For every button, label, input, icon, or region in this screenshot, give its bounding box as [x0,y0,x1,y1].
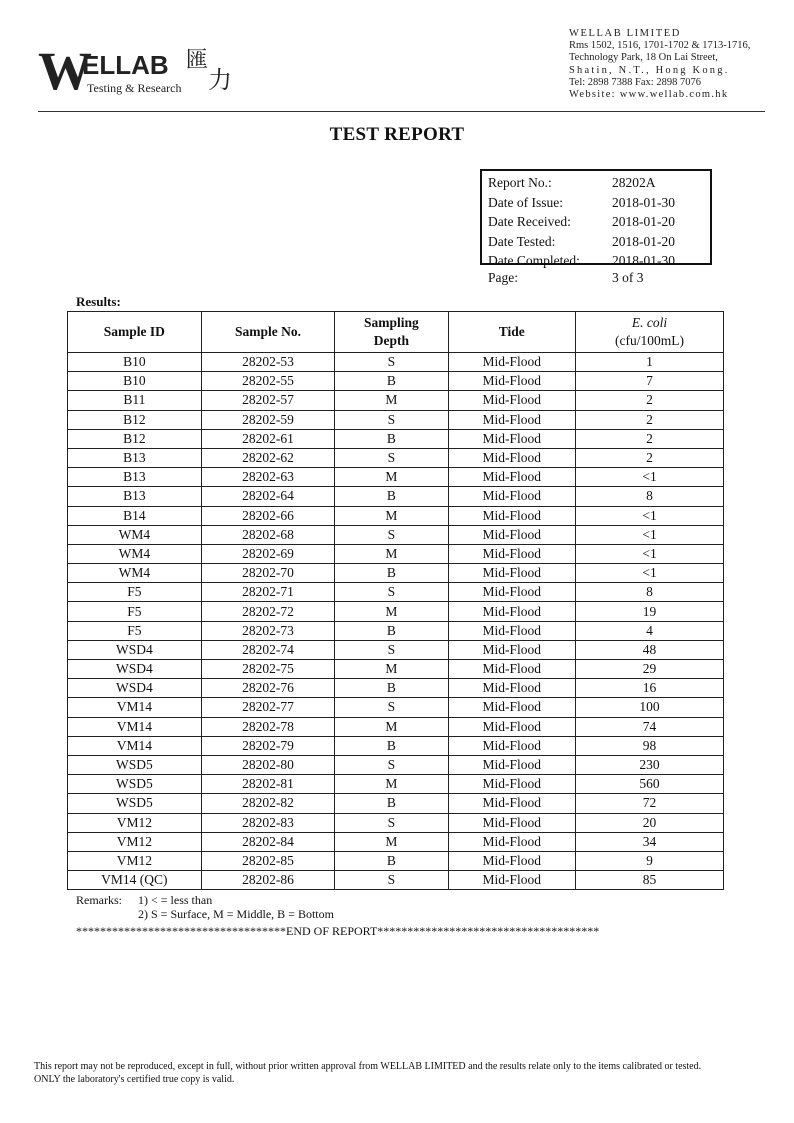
company-address-block [569,28,769,101]
cell-depth: S [335,583,448,602]
cell-sample-no: 28202-62 [201,448,335,467]
col-depth-line-1: Sampling [364,315,419,330]
cell-depth: B [335,736,448,755]
cell-depth: S [335,353,448,372]
cell-sample-id: B13 [68,487,202,506]
cell-depth: B [335,851,448,870]
table-row [68,775,724,794]
cell-tide: Mid-Flood [448,487,576,506]
cell-ecoli: <1 [576,525,724,544]
cell-ecoli: 29 [576,660,724,679]
cell-sample-no: 28202-70 [201,564,335,583]
cell-ecoli: 34 [576,832,724,851]
cell-ecoli: 230 [576,755,724,774]
cell-depth: B [335,794,448,813]
table-row [68,487,724,506]
cell-tide: Mid-Flood [448,544,576,563]
cell-sample-no: 28202-76 [201,679,335,698]
cell-depth: S [335,755,448,774]
info-label: Date Tested: [488,233,556,249]
cell-depth: M [335,717,448,736]
cell-ecoli: <1 [576,564,724,583]
results-body [68,353,724,890]
info-value: 2018-01-20 [612,233,675,249]
remarks [76,893,334,921]
cell-tide: Mid-Flood [448,602,576,621]
cell-ecoli: 85 [576,871,724,890]
info-label: Date of Issue: [488,194,563,210]
cell-sample-no: 28202-75 [201,660,335,679]
cell-ecoli: <1 [576,506,724,525]
info-label: Date Received: [488,214,571,229]
table-row [68,391,724,410]
col-sampling-depth [335,312,448,353]
cell-ecoli: 2 [576,429,724,448]
cell-ecoli: 8 [576,487,724,506]
cell-tide: Mid-Flood [448,775,576,794]
cell-sample-id: B12 [68,429,202,448]
table-row [68,410,724,429]
cell-sample-id: WM4 [68,544,202,563]
logo-chinese-1: 匯 [186,48,209,73]
cell-ecoli: 74 [576,717,724,736]
cell-ecoli: 4 [576,621,724,640]
cell-sample-no: 28202-77 [201,698,335,717]
table-row [68,372,724,391]
cell-depth: B [335,487,448,506]
cell-depth: M [335,391,448,410]
table-row [68,583,724,602]
cell-depth: M [335,832,448,851]
cell-ecoli: 19 [576,602,724,621]
cell-ecoli: <1 [576,544,724,563]
table-row [68,832,724,851]
cell-tide: Mid-Flood [448,660,576,679]
cell-ecoli: 16 [576,679,724,698]
cell-tide: Mid-Flood [448,851,576,870]
cell-ecoli: 9 [576,851,724,870]
cell-sample-id: VM12 [68,851,202,870]
cell-tide: Mid-Flood [448,832,576,851]
cell-tide: Mid-Flood [448,736,576,755]
table-row [68,602,724,621]
table-row [68,544,724,563]
cell-ecoli: 20 [576,813,724,832]
cell-depth: M [335,775,448,794]
cell-sample-id: B12 [68,410,202,429]
cell-sample-id: F5 [68,602,202,621]
cell-sample-no: 28202-59 [201,410,335,429]
cell-depth: B [335,564,448,583]
remark-2: 2) S = Surface, M = Middle, B = Bottom [138,907,334,921]
cell-depth: S [335,813,448,832]
table-row [68,429,724,448]
table-header-row [68,312,724,353]
page-title: TEST REPORT [329,124,465,145]
table-row [68,851,724,870]
cell-sample-id: WSD4 [68,660,202,679]
cell-sample-no: 28202-81 [201,775,335,794]
cell-sample-id: VM14 [68,698,202,717]
cell-tide: Mid-Flood [448,871,576,890]
cell-ecoli: 8 [576,583,724,602]
company-phone-fax: Tel: 2898 7388 Fax: 2898 7076 [569,76,701,88]
cell-depth: S [335,698,448,717]
cell-depth: M [335,468,448,487]
company-name: WELLAB LIMITED [569,28,681,39]
cell-depth: M [335,660,448,679]
col-depth-line-2: Depth [373,333,410,348]
cell-tide: Mid-Flood [448,391,576,410]
info-value: 2018-01-20 [612,214,675,229]
cell-sample-no: 28202-64 [201,487,335,506]
cell-tide: Mid-Flood [448,698,576,717]
cell-sample-id: B13 [68,468,202,487]
cell-tide: Mid-Flood [448,525,576,544]
cell-sample-id: WSD5 [68,755,202,774]
cell-tide: Mid-Flood [448,410,576,429]
company-address-1: Rms 1502, 1516, 1701-1702 & 1713-1716, [569,40,751,52]
cell-tide: Mid-Flood [448,506,576,525]
info-row-date-tested [488,232,710,252]
cell-sample-no: 28202-63 [201,468,335,487]
results-heading: Results: [76,294,121,309]
disclaimer-footer [34,1060,774,1086]
cell-depth: B [335,372,448,391]
cell-sample-no: 28202-84 [201,832,335,851]
cell-ecoli: 72 [576,794,724,813]
cell-depth: S [335,410,448,429]
cell-sample-id: WSD4 [68,640,202,659]
cell-depth: S [335,448,448,467]
cell-depth: M [335,544,448,563]
col-ecoli-unit: (cfu/100mL) [615,333,685,348]
cell-sample-no: 28202-83 [201,813,335,832]
cell-sample-id: WSD5 [68,794,202,813]
cell-tide: Mid-Flood [448,679,576,698]
info-label: Date Completed: [488,253,580,268]
cell-sample-no: 28202-55 [201,372,335,391]
table-row [68,468,724,487]
table-row [68,813,724,832]
cell-depth: M [335,506,448,525]
col-ecoli-name: E. coli [631,315,668,330]
logo-ellab: ELLAB [82,50,169,80]
cell-sample-no: 28202-68 [201,525,335,544]
results-table [67,311,724,890]
disclaimer-line-1: This report may not be reproduced, except in full, without prior written approval from WELLAB LIMITED and the results relate only to the items calibrated or tested. [34,1061,702,1072]
info-label: Report No.: [488,175,552,190]
cell-depth: S [335,525,448,544]
page-indicator [488,268,644,287]
page-value: 3 of 3 [612,270,644,285]
remarks-label: Remarks: [76,893,122,907]
table-row [68,564,724,583]
cell-depth: B [335,621,448,640]
logo-chinese-2: 力 [208,66,232,94]
table-row [68,679,724,698]
info-row-report-no [488,173,710,193]
logo-w: W [38,41,90,101]
cell-ecoli: 7 [576,372,724,391]
cell-ecoli: 100 [576,698,724,717]
cell-sample-id: B10 [68,372,202,391]
cell-sample-id: WSD5 [68,775,202,794]
table-row [68,525,724,544]
info-value: 2018-01-30 [612,194,675,210]
cell-tide: Mid-Flood [448,794,576,813]
logo-tagline: Testing & Research [87,81,182,95]
cell-ecoli: 2 [576,391,724,410]
cell-sample-no: 28202-78 [201,717,335,736]
cell-sample-no: 28202-71 [201,583,335,602]
cell-depth: S [335,871,448,890]
cell-sample-no: 28202-86 [201,871,335,890]
cell-tide: Mid-Flood [448,583,576,602]
report-info-box [480,169,712,268]
cell-depth: S [335,640,448,659]
cell-tide: Mid-Flood [448,372,576,391]
cell-ecoli: 48 [576,640,724,659]
table-row [68,717,724,736]
header-divider [38,111,765,112]
cell-sample-id: WM4 [68,525,202,544]
remark-1: 1) < = less than [138,893,213,907]
cell-tide: Mid-Flood [448,717,576,736]
col-tide: Tide [448,312,576,353]
disclaimer-line-2: ONLY the laboratory's certified true copy is valid. [34,1074,235,1085]
table-row [68,736,724,755]
cell-sample-id: WSD4 [68,679,202,698]
table-row [68,448,724,467]
col-sample-id: Sample ID [68,312,202,353]
cell-tide: Mid-Flood [448,755,576,774]
cell-tide: Mid-Flood [448,468,576,487]
cell-sample-id: VM12 [68,832,202,851]
cell-sample-id: B11 [68,391,202,410]
cell-sample-id: F5 [68,621,202,640]
cell-sample-no: 28202-69 [201,544,335,563]
info-row-date-of-issue [488,193,710,213]
table-row [68,871,724,890]
cell-tide: Mid-Flood [448,621,576,640]
info-value: 2018-01-30 [612,253,675,268]
table-row [68,353,724,372]
cell-sample-no: 28202-82 [201,794,335,813]
cell-sample-id: B10 [68,353,202,372]
cell-sample-id: VM14 (QC) [68,871,202,890]
cell-tide: Mid-Flood [448,448,576,467]
end-of-report-line: ***********************************END OF REPORT************************************* [76,924,600,938]
table-row [68,755,724,774]
table-row [68,640,724,659]
col-sample-no: Sample No. [201,312,335,353]
cell-depth: B [335,429,448,448]
cell-ecoli: 560 [576,775,724,794]
cell-tide: Mid-Flood [448,429,576,448]
table-row [68,698,724,717]
cell-sample-id: B13 [68,448,202,467]
page-label: Page: [488,270,518,285]
company-website: Website: www.wellab.com.hk [569,89,729,101]
table-row [68,660,724,679]
table-row [68,506,724,525]
cell-ecoli: 2 [576,410,724,429]
cell-ecoli: <1 [576,468,724,487]
table-row [68,794,724,813]
info-row-date-received [488,212,710,232]
cell-sample-no: 28202-74 [201,640,335,659]
cell-sample-no: 28202-85 [201,851,335,870]
cell-sample-no: 28202-57 [201,391,335,410]
cell-sample-id: VM14 [68,736,202,755]
cell-sample-no: 28202-61 [201,429,335,448]
cell-tide: Mid-Flood [448,640,576,659]
col-ecoli [576,312,724,353]
cell-sample-id: VM12 [68,813,202,832]
cell-tide: Mid-Flood [448,813,576,832]
cell-ecoli: 1 [576,353,724,372]
cell-tide: Mid-Flood [448,564,576,583]
info-value: 28202A [612,175,656,190]
cell-sample-no: 28202-72 [201,602,335,621]
cell-sample-no: 28202-66 [201,506,335,525]
company-address-3: Shatin, N.T., Hong Kong. [569,64,730,76]
cell-depth: B [335,679,448,698]
cell-depth: M [335,602,448,621]
cell-sample-no: 28202-80 [201,755,335,774]
cell-sample-id: F5 [68,583,202,602]
cell-ecoli: 98 [576,736,724,755]
cell-ecoli: 2 [576,448,724,467]
cell-sample-no: 28202-53 [201,353,335,372]
cell-sample-no: 28202-79 [201,736,335,755]
company-address-2: Technology Park, 18 On Lai Street, [569,52,718,64]
company-logo [38,41,278,101]
cell-sample-id: WM4 [68,564,202,583]
cell-sample-id: VM14 [68,717,202,736]
table-row [68,621,724,640]
cell-tide: Mid-Flood [448,353,576,372]
cell-sample-no: 28202-73 [201,621,335,640]
cell-sample-id: B14 [68,506,202,525]
